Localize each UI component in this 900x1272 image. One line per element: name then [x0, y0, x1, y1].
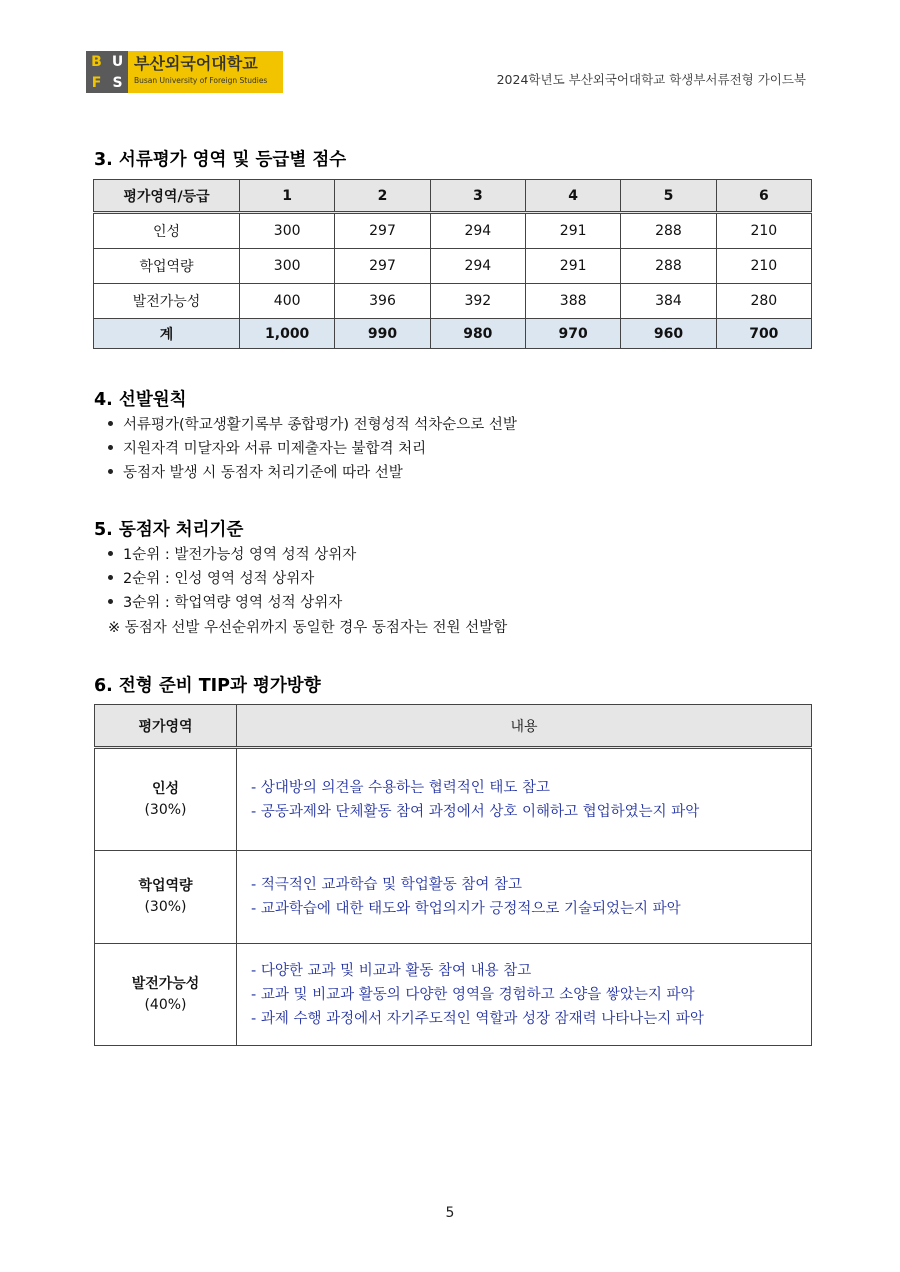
- content-line: - 상대방의 의견을 수용하는 협력적인 태도 참고: [251, 779, 551, 796]
- selection-principles-list: [93, 413, 517, 485]
- table-row: [95, 851, 812, 944]
- bullet-icon: [108, 551, 113, 556]
- table-cell: 288: [621, 249, 716, 284]
- column-header: 1: [240, 180, 335, 213]
- bullet-icon: [108, 469, 113, 474]
- table-header-row: [95, 705, 812, 748]
- table-cell: 392: [430, 284, 525, 319]
- column-header: 3: [430, 180, 525, 213]
- table-cell: 384: [621, 284, 716, 319]
- area-cell: [95, 851, 237, 944]
- table-cell: 396: [335, 284, 430, 319]
- table-cell: 388: [525, 284, 620, 319]
- area-weight: (30%): [144, 899, 187, 915]
- list-item: [93, 567, 356, 591]
- section-heading: 4. 선발원칙: [94, 390, 187, 410]
- score-table: [93, 179, 812, 349]
- table-cell: 294: [430, 249, 525, 284]
- table-cell: 970: [525, 319, 620, 349]
- content-line: - 적극적인 교과학습 및 학업활동 참여 참고: [251, 877, 523, 893]
- bullet-icon: [108, 421, 113, 426]
- column-header: 6: [716, 180, 811, 213]
- list-item: [93, 591, 356, 615]
- tip-table: [94, 704, 812, 1046]
- bullet-icon: [108, 445, 113, 450]
- column-header: 4: [525, 180, 620, 213]
- table-cell: 990: [335, 319, 430, 349]
- logo-name-kr: 부산외국어대학교: [134, 54, 258, 73]
- table-row: [95, 748, 812, 851]
- section-heading: 6. 전형 준비 TIP과 평가방향: [94, 676, 321, 696]
- list-item: [93, 413, 517, 437]
- table-cell: 400: [240, 284, 335, 319]
- content-cell: [237, 944, 812, 1046]
- table-cell: 700: [716, 319, 811, 349]
- list-item-text: 1순위 : 발전가능성 영역 성적 상위자: [123, 547, 357, 563]
- list-item-text: 3순위 : 학업역량 영역 성적 상위자: [123, 595, 343, 611]
- area-name: 인성: [151, 780, 180, 797]
- tie-break-list: [93, 543, 356, 615]
- content-cell: [237, 748, 812, 851]
- table-cell: 297: [335, 249, 430, 284]
- column-header: 평가영역/등급: [94, 180, 240, 213]
- area-weight: (40%): [144, 996, 187, 1013]
- column-header: 5: [621, 180, 716, 213]
- list-item: [93, 461, 517, 485]
- list-item: [93, 543, 356, 567]
- table-row: [94, 284, 812, 319]
- content-line: - 교과학습에 대한 태도와 학업의지가 긍정적으로 기술되었는지 파악: [251, 901, 681, 917]
- table-cell: 계: [94, 319, 240, 349]
- table-header-row: [94, 180, 812, 213]
- logo-wordmark: [128, 51, 283, 93]
- content-line: - 공동과제와 단체활동 참여 과정에서 상호 이해하고 협업하였는지 파악: [251, 803, 700, 820]
- table-cell: 980: [430, 319, 525, 349]
- list-item: [93, 437, 517, 461]
- list-item-text: 지원자격 미달자와 서류 미제출자는 불합격 처리: [123, 441, 427, 457]
- table-cell: 288: [621, 213, 716, 249]
- university-logo: [86, 51, 283, 93]
- area-name: 학업역량: [138, 878, 193, 894]
- list-item-text: 서류평가(학교생활기록부 종합평가) 전형성적 석차순으로 선발: [123, 417, 517, 433]
- table-cell: 210: [716, 213, 811, 249]
- content-line: - 과제 수행 과정에서 자기주도적인 역할과 성장 잠재력 나타나는지 파악: [251, 1010, 704, 1027]
- table-cell: 291: [525, 213, 620, 249]
- content-cell: [237, 851, 812, 944]
- table-row: [94, 249, 812, 284]
- tie-break-note: ※ 동점자 선발 우선순위까지 동일한 경우 동점자는 전원 선발함: [108, 620, 508, 636]
- area-weight: (30%): [144, 801, 187, 818]
- column-header: 2: [335, 180, 430, 213]
- content-line: - 교과 및 비교과 활동의 다양한 영역을 경험하고 소양을 쌓았는지 파악: [251, 986, 695, 1003]
- table-cell: 발전가능성: [94, 284, 240, 319]
- list-item-text: 2순위 : 인성 영역 성적 상위자: [123, 571, 315, 587]
- table-cell: 291: [525, 249, 620, 284]
- area-cell: [95, 944, 237, 1046]
- list-item-text: 동점자 발생 시 동점자 처리기준에 따라 선발: [123, 465, 403, 481]
- logo-letter: U: [111, 53, 124, 70]
- table-cell: 1,000: [240, 319, 335, 349]
- area-cell: [95, 748, 237, 851]
- logo-letter: B: [91, 53, 102, 70]
- table-cell: 960: [621, 319, 716, 349]
- column-header: 내용: [237, 705, 812, 748]
- table-cell: 300: [240, 249, 335, 284]
- table-cell: 학업역량: [94, 249, 240, 284]
- page-number: 5: [445, 1205, 455, 1221]
- bullet-icon: [108, 599, 113, 604]
- column-header: 평가영역: [95, 705, 237, 748]
- total-row: [94, 319, 812, 349]
- area-name: 발전가능성: [131, 975, 200, 992]
- logo-name-en: Busan University of Foreign Studies: [134, 76, 268, 85]
- section-heading: 5. 동점자 처리기준: [94, 520, 244, 540]
- logo-letter: S: [112, 74, 123, 91]
- table-cell: 인성: [94, 213, 240, 249]
- table-cell: 210: [716, 249, 811, 284]
- table-row: [94, 213, 812, 249]
- table-cell: 294: [430, 213, 525, 249]
- table-cell: 297: [335, 213, 430, 249]
- logo-mark: [86, 51, 128, 93]
- document-title: 2024학년도 부산외국어대학교 학생부서류전형 가이드북: [496, 72, 806, 87]
- bullet-icon: [108, 575, 113, 580]
- logo-letter: F: [91, 74, 102, 91]
- section-heading: 3. 서류평가 영역 및 등급별 점수: [94, 150, 347, 170]
- content-line: - 다양한 교과 및 비교과 활동 참여 내용 참고: [251, 962, 532, 979]
- table-cell: 280: [716, 284, 811, 319]
- table-cell: 300: [240, 213, 335, 249]
- table-row: [95, 944, 812, 1046]
